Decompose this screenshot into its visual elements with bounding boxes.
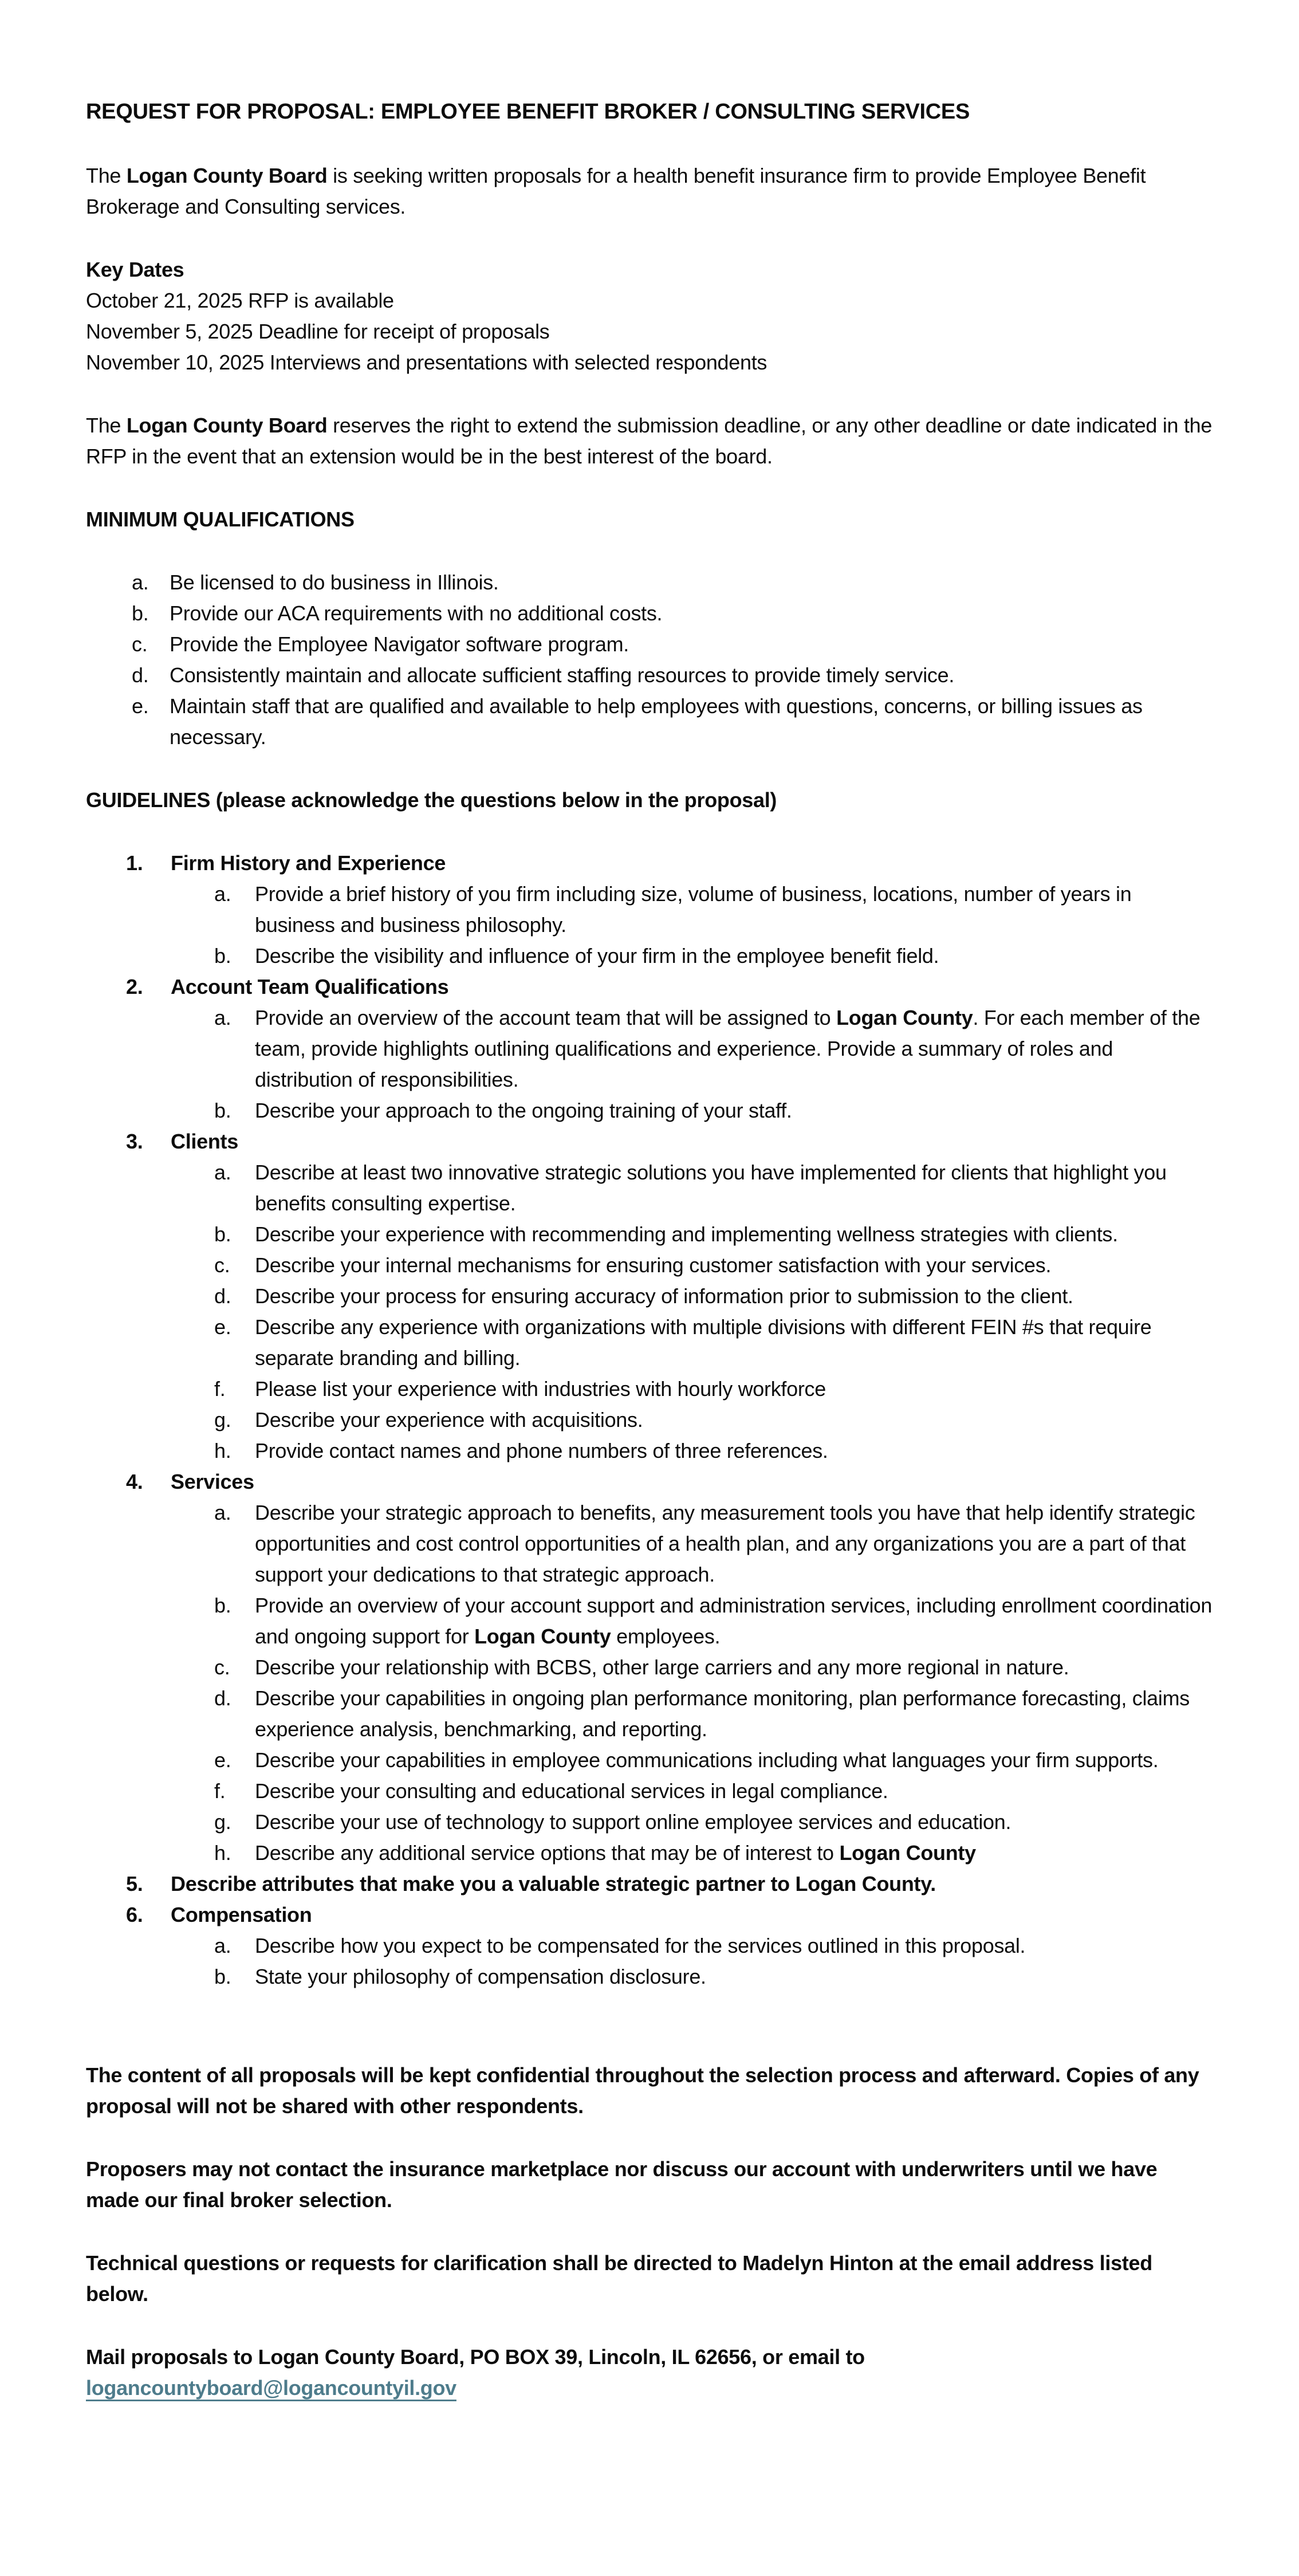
guideline-sub-item: Describe your process for ensuring accuracy of information prior to submission to the client. (255, 1284, 1073, 1308)
mail-proposals-paragraph (86, 2342, 1213, 2404)
guideline-item (126, 1126, 1213, 1466)
document-title: REQUEST FOR PROPOSAL: EMPLOYEE BENEFIT BROKER / CONSULTING SERVICES (86, 100, 970, 124)
minimum-qualifications-list (86, 567, 1213, 753)
guideline-sub-item: Provide a brief history of you firm including size, volume of business, locations, number of years in business and business philosophy. (255, 882, 1132, 937)
qualification-item: Be licensed to do business in Illinois. (170, 571, 499, 594)
email-link[interactable]: logancountyboard@logancountyil.gov (86, 2376, 456, 2400)
guideline-item (126, 848, 1213, 972)
guideline-sub-item: Describe at least two innovative strategic solutions you have implemented for clients that highlight you benefits consulting expertise. (255, 1161, 1167, 1215)
guideline-sub-item: Describe your strategic approach to benefits, any measurement tools you have that help identify strategic opportunities and cost control opportunities of a health plan, and any organizations you are a part of that support your dedications to that strategic approach. (255, 1501, 1195, 1586)
intro-paragraph: The Logan County Board is seeking written proposals for a health benefit insurance firm to provide Employee Benefit Brokerage and Consulting services. (86, 164, 1146, 218)
minimum-qualifications-heading: MINIMUM QUALIFICATIONS (86, 508, 355, 531)
extension-paragraph: The Logan County Board reserves the right to extend the submission deadline, or any other deadline or date indicated in the RFP in the event that an extension would be in the best interest of the board. (86, 414, 1213, 468)
guideline-sub-list (171, 879, 1213, 972)
guideline-item (126, 1869, 1213, 1899)
closing-section (86, 2060, 1213, 2404)
qualification-item: Provide the Employee Navigator software program. (170, 632, 629, 656)
guideline-item-label: Compensation (171, 1903, 312, 1926)
guideline-item-label: Firm History and Experience (171, 851, 446, 875)
guidelines-heading: GUIDELINES (please acknowledge the questions below in the proposal) (86, 788, 777, 812)
key-dates-heading: Key Dates (86, 258, 184, 281)
guideline-sub-item: Describe your experience with recommending and implementing wellness strategies with clients. (255, 1222, 1118, 1246)
guideline-sub-item: Provide an overview of your account support and administration services, including enrollment coordination and ongoing support for Logan County employees. (255, 1594, 1213, 1648)
guideline-item-label: Services (171, 1470, 254, 1493)
marketplace-restriction-paragraph: Proposers may not contact the insurance marketplace nor discuss our account with underwriters until we have made our final broker selection. (86, 2157, 1158, 2212)
qualification-item: Consistently maintain and allocate sufficient staffing resources to provide timely service. (170, 663, 955, 687)
guideline-item (126, 1466, 1213, 1869)
key-date-interviews: November 10, 2025 Interviews and presentations with selected respondents (86, 351, 767, 374)
key-dates-section (86, 254, 1213, 378)
guideline-sub-item: Describe the visibility and influence of your firm in the employee benefit field. (255, 944, 939, 968)
guideline-sub-item: Describe how you expect to be compensated for the services outlined in this proposal. (255, 1934, 1026, 1957)
guideline-sub-item: Describe your consulting and educational services in legal compliance. (255, 1779, 888, 1803)
guideline-sub-item: Describe any experience with organizations with multiple divisions with different FEIN #s that require separate branding and billing. (255, 1315, 1152, 1370)
guideline-sub-item: State your philosophy of compensation disclosure. (255, 1965, 706, 1988)
guideline-sub-list (171, 1497, 1213, 1869)
guideline-sub-item: Describe your experience with acquisitions. (255, 1408, 643, 1431)
guideline-item (126, 972, 1213, 1126)
mail-proposals-text: Mail proposals to Logan County Board, PO BOX 39, Lincoln, IL 62656, or email to (86, 2345, 865, 2369)
guideline-item-label: Account Team Qualifications (171, 975, 449, 998)
qualification-item: Maintain staff that are qualified and available to help employees with questions, concerns, or billing issues as necessary. (170, 694, 1143, 749)
guideline-sub-item: Describe your relationship with BCBS, other large carriers and any more regional in nature. (255, 1655, 1069, 1679)
guideline-item-label: Describe attributes that make you a valuable strategic partner to Logan County. (171, 1872, 936, 1895)
guidelines-list (86, 848, 1213, 1992)
qualification-item: Provide our ACA requirements with no additional costs. (170, 601, 663, 625)
key-date-rfp-available: October 21, 2025 RFP is available (86, 289, 394, 312)
guideline-sub-item: Describe your internal mechanisms for ensuring customer satisfaction with your services. (255, 1253, 1052, 1277)
technical-questions-paragraph: Technical questions or requests for clarification shall be directed to Madelyn Hinton at the email address listed below. (86, 2251, 1152, 2306)
guideline-sub-list (171, 1157, 1213, 1466)
guideline-sub-list (171, 1930, 1213, 1992)
guideline-sub-list (171, 1002, 1213, 1126)
guideline-sub-item: Describe your capabilities in employee communications including what languages your firm supports. (255, 1748, 1159, 1772)
guideline-item-label: Clients (171, 1130, 238, 1153)
guideline-sub-item: Please list your experience with industries with hourly workforce (255, 1377, 826, 1401)
guideline-sub-item: Describe your use of technology to support online employee services and education. (255, 1810, 1011, 1834)
guideline-sub-item: Provide contact names and phone numbers of three references. (255, 1439, 828, 1462)
guideline-sub-item: Describe your approach to the ongoing training of your staff. (255, 1099, 792, 1122)
key-date-deadline: November 5, 2025 Deadline for receipt of proposals (86, 320, 550, 343)
guideline-sub-item: Provide an overview of the account team that will be assigned to Logan County. For each member of the team, provide highlights outlining qualifications and experience. Provide a summary of roles and distribution of responsibilities. (255, 1006, 1200, 1091)
confidentiality-paragraph: The content of all proposals will be kept confidential throughout the selection process and afterward. Copies of any proposal will not be shared with other respondents. (86, 2063, 1199, 2118)
guideline-item (126, 1899, 1213, 1992)
guideline-sub-item: Describe any additional service options that may be of interest to Logan County (255, 1841, 976, 1865)
guideline-sub-item: Describe your capabilities in ongoing plan performance monitoring, plan performance forecasting, claims experience analysis, benchmarking, and reporting. (255, 1686, 1190, 1741)
